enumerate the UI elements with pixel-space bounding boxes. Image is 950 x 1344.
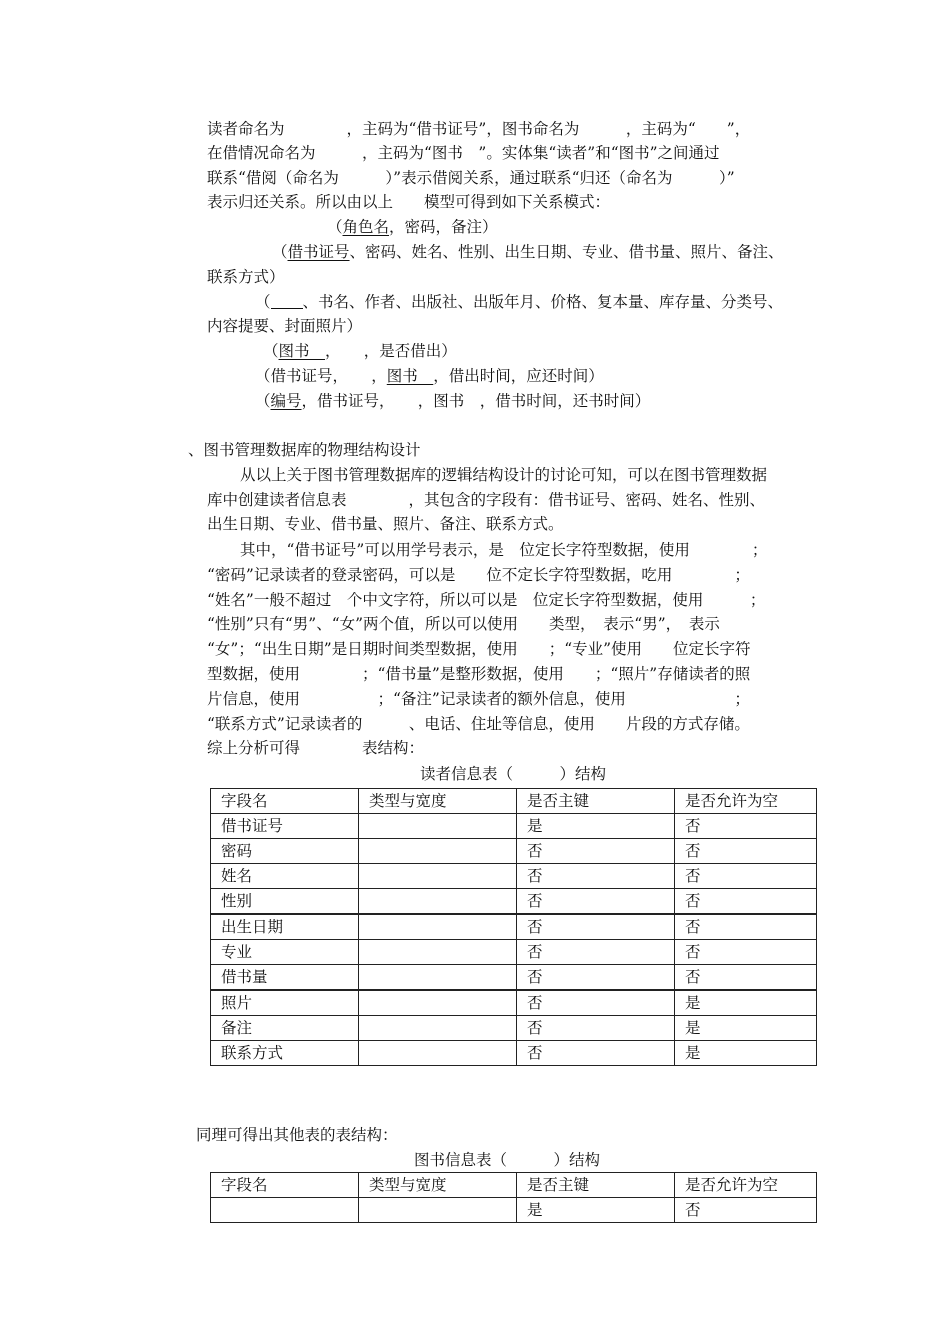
- paragraph-3-line-7: 片信息，使用 ；“备注”记录读者的额外信息，使用 ；: [207, 690, 750, 708]
- paragraph-2-line-2: 库中创建读者信息表 ，其包含的字段有：借书证号、密码、姓名、性别、: [207, 491, 766, 509]
- table-cell: [359, 889, 517, 915]
- paragraph-3-line-4: “性别”只有“男”、“女”两个值，所以可以使用 类型， 表示“男”， 表示: [207, 615, 720, 633]
- book-info-table: [210, 1172, 817, 1223]
- relation-book-rest: 、书名、作者、出版社、出版年月、价格、复本量、库存量、分类号、: [302, 293, 784, 311]
- table-row: [211, 864, 817, 889]
- table-cell: 否: [675, 839, 817, 864]
- table-cell: 借书证号: [211, 814, 359, 839]
- relation-role-rest: ，密码，备注）: [389, 218, 498, 236]
- relation-reader-cont: 联系方式）: [207, 268, 285, 286]
- table-cell: [359, 940, 517, 965]
- table-header-cell: 字段名: [211, 789, 359, 814]
- table-cell: 专业: [211, 940, 359, 965]
- table-cell: 否: [675, 814, 817, 839]
- table-row: [211, 1198, 817, 1223]
- relation-return: [255, 389, 650, 413]
- table-cell: [359, 1016, 517, 1041]
- table-header-row: [211, 789, 817, 814]
- table-cell: 照片: [211, 990, 359, 1016]
- relation-reader-open: （: [272, 243, 288, 261]
- relation-return-key: 编号: [270, 392, 302, 410]
- table-2-caption: 图书信息表（ ）结构: [414, 1151, 601, 1169]
- relation-book: [255, 290, 783, 314]
- relation-onloan-open: （: [263, 342, 279, 360]
- paragraph-2-line-3: 出生日期、专业、借书量、照片、备注、联系方式。: [207, 515, 564, 533]
- book-info-table-body: [211, 1173, 817, 1223]
- table-row: [211, 814, 817, 839]
- paragraph-3-line-2: “密码”记录读者的登录密码，可以是 位不定长字符型数据，吃用 ；: [207, 566, 750, 584]
- table-cell: 是: [675, 1041, 817, 1066]
- relation-book-cont: 内容提要、封面照片）: [207, 317, 363, 335]
- paragraph-3-line-5: “女”；“出生日期”是日期时间类型数据，使用 ；“专业”使用 位定长字符: [207, 640, 751, 658]
- table-header-cell: 是否主键: [517, 1173, 675, 1198]
- relation-borrow-rest: ，借出时间，应还时间）: [433, 367, 604, 385]
- relation-borrow-key: 图书: [386, 367, 434, 385]
- relation-role-open: （: [327, 218, 343, 236]
- table-cell: 否: [517, 839, 675, 864]
- relation-return-open: （: [255, 392, 271, 410]
- table-cell: 备注: [211, 1016, 359, 1041]
- relation-onloan-rest: ， ，是否借出）: [325, 342, 457, 360]
- table-cell: 否: [675, 940, 817, 965]
- relation-reader-key: 借书证号: [287, 243, 350, 261]
- section-heading: 、图书管理数据库的物理结构设计: [188, 441, 421, 459]
- relation-onloan-key: 图书: [278, 342, 326, 360]
- table-cell: 否: [517, 940, 675, 965]
- paragraph-3-line-6: 型数据，使用 ；“借书量”是整形数据，使用 ；“照片”存储读者的照: [207, 665, 751, 683]
- relation-return-rest: ，借书证号， ，图书 ，借书时间，还书时间）: [301, 392, 651, 410]
- table-header-row: [211, 1173, 817, 1198]
- table-row: [211, 839, 817, 864]
- other-tables-paragraph: 同理可得出其他表的表结构：: [196, 1126, 398, 1144]
- relation-role: [327, 215, 498, 239]
- relation-onloan: [263, 339, 457, 363]
- table-cell: 否: [675, 864, 817, 889]
- table-header-cell: 是否允许为空: [675, 1173, 817, 1198]
- paragraph-1-line-4: 表示归还关系。所以由以上 模型可得到如下关系模式：: [207, 193, 611, 211]
- table-cell: 借书量: [211, 965, 359, 991]
- table-header-cell: 是否允许为空: [675, 789, 817, 814]
- paragraph-1-line-1: 读者命名为 ，主码为“借书证号”，图书命名为 ，主码为“ ”，: [207, 120, 751, 138]
- relation-role-key: 角色名: [342, 218, 390, 236]
- table-cell: 否: [517, 889, 675, 915]
- table-cell: 否: [675, 889, 817, 915]
- table-cell: 性别: [211, 889, 359, 915]
- table-cell: 否: [517, 965, 675, 991]
- table-cell: [359, 914, 517, 940]
- table-cell: [211, 1198, 359, 1223]
- table-cell: 是: [517, 814, 675, 839]
- table-row: [211, 914, 817, 940]
- table-header-cell: 字段名: [211, 1173, 359, 1198]
- table-header-cell: 是否主键: [517, 789, 675, 814]
- relation-book-key-blank: [271, 292, 303, 309]
- table-1-caption: 读者信息表（ ）结构: [420, 765, 607, 783]
- table-row: [211, 1016, 817, 1041]
- table-cell: 否: [517, 1016, 675, 1041]
- table-cell: 出生日期: [211, 914, 359, 940]
- paragraph-3-line-3: “姓名”一般不超过 个中文字符，所以可以是 位定长字符型数据，使用 ；: [207, 591, 766, 609]
- table-row: [211, 990, 817, 1016]
- relation-reader-rest: 、密码、姓名、性别、出生日期、专业、借书量、照片、备注、: [349, 243, 784, 261]
- paragraph-1-line-2: 在借情况命名为 ，主码为“图书 ”。实体集“读者”和“图书”之间通过: [207, 144, 720, 162]
- table-cell: [359, 839, 517, 864]
- table-cell: 否: [517, 1041, 675, 1066]
- table-cell: 否: [517, 864, 675, 889]
- table-row: [211, 965, 817, 991]
- table-cell: [359, 814, 517, 839]
- table-cell: [359, 965, 517, 991]
- table-cell: 否: [675, 1198, 817, 1223]
- reader-info-table: [210, 788, 817, 1066]
- paragraph-3-line-8: “联系方式”记录读者的 、电话、住址等信息，使用 片段的方式存储。: [207, 715, 750, 733]
- table-cell: 是: [675, 1016, 817, 1041]
- table-row: [211, 1041, 817, 1066]
- table-cell: 是: [675, 990, 817, 1016]
- table-row: [211, 940, 817, 965]
- table-cell: 是: [517, 1198, 675, 1223]
- relation-reader: [272, 240, 784, 264]
- paragraph-3-line-9: 综上分析可得 表结构：: [207, 739, 425, 757]
- table-cell: [359, 990, 517, 1016]
- table-cell: [359, 1198, 517, 1223]
- table-cell: 联系方式: [211, 1041, 359, 1066]
- table-cell: 否: [517, 914, 675, 940]
- table-cell: 否: [517, 990, 675, 1016]
- table-header-cell: 类型与宽度: [359, 1173, 517, 1198]
- table-header-cell: 类型与宽度: [359, 789, 517, 814]
- table-cell: 姓名: [211, 864, 359, 889]
- relation-borrow-pre: （借书证号， ，: [255, 367, 387, 385]
- table-cell: 密码: [211, 839, 359, 864]
- relation-book-open: （: [255, 293, 271, 311]
- relation-borrow: [255, 364, 604, 388]
- paragraph-3-line-1: 其中，“借书证号”可以用学号表示，是 位定长字符型数据，使用 ；: [240, 541, 768, 559]
- table-cell: 否: [675, 914, 817, 940]
- table-row: [211, 889, 817, 915]
- table-cell: [359, 864, 517, 889]
- paragraph-2-line-1: 从以上关于图书管理数据库的逻辑结构设计的讨论可知，可以在图书管理数据: [240, 466, 768, 484]
- table-cell: [359, 1041, 517, 1066]
- reader-info-table-body: [211, 789, 817, 1066]
- paragraph-1-line-3: 联系“借阅（命名为 ）”表示借阅关系，通过联系“归还（命名为 ）”: [207, 169, 735, 187]
- table-cell: 否: [675, 965, 817, 991]
